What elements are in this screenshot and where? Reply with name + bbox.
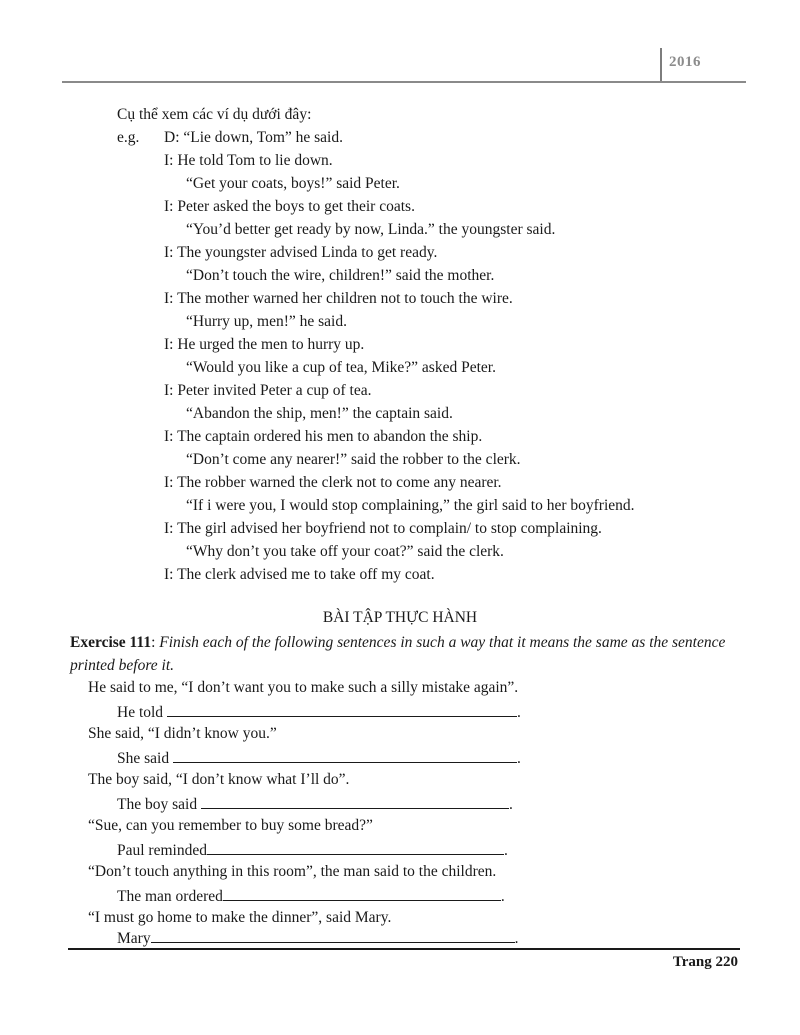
answer-blank[interactable] <box>151 927 515 943</box>
example-line: “If i were you, I would stop complaining,” the girl said to her boyfriend. <box>186 497 635 514</box>
example-line: I: Peter asked the boys to get their coats. <box>164 198 415 215</box>
example-line: “Get your coats, boys!” said Peter. <box>186 175 400 192</box>
answer-end: . <box>516 704 521 721</box>
answer-start: The boy said <box>117 796 201 813</box>
exercise-prompt: The boy said, “I don’t know what I’ll do”. <box>88 771 350 788</box>
answer-start: She said <box>117 750 173 767</box>
example-line: “You’d better get ready by now, Linda.” the youngster said. <box>186 221 556 238</box>
answer-end: . <box>516 750 521 767</box>
answer-blank[interactable] <box>223 885 501 901</box>
exercise-instruction-text: Finish each of the following sentences in such a way that it means the same as the sentence printed before it. <box>70 634 726 674</box>
exercise-instruction <box>70 631 730 677</box>
year-divider <box>660 48 662 82</box>
section-title: BÀI TẬP THỰC HÀNH <box>322 609 478 626</box>
eg-label: e.g. <box>117 129 140 146</box>
page-number: Trang 220 <box>672 954 738 970</box>
exercise-answer-line <box>117 793 513 815</box>
example-line: “Why don’t you take off your coat?” said the clerk. <box>186 543 504 560</box>
example-line: I: The mother warned her children not to touch the wire. <box>164 290 513 307</box>
exercise-answer-line <box>117 747 521 769</box>
answer-blank[interactable] <box>201 793 509 809</box>
answer-blank[interactable] <box>207 839 504 855</box>
exercise-prompt: “Sue, can you remember to buy some bread?” <box>88 817 373 834</box>
exercise-prompt: She said, “I didn’t know you.” <box>88 725 277 742</box>
header-rule <box>62 81 746 83</box>
example-line: I: Peter invited Peter a cup of tea. <box>164 382 372 399</box>
example-line: I: The youngster advised Linda to get ready. <box>164 244 438 261</box>
exercise-answer-line <box>117 927 518 949</box>
answer-start: Mary <box>117 930 151 947</box>
exercise-prompt: He said to me, “I don’t want you to make such a silly mistake again”. <box>88 679 519 696</box>
answer-blank[interactable] <box>173 747 517 763</box>
example-line: I: He urged the men to hurry up. <box>164 336 365 353</box>
header-year: 2016 <box>669 54 701 70</box>
example-line: I: He told Tom to lie down. <box>164 152 333 169</box>
example-line: I: The captain ordered his men to abandon the ship. <box>164 428 483 445</box>
example-line: I: The girl advised her boyfriend not to complain/ to stop complaining. <box>164 520 602 537</box>
answer-start: Paul reminded <box>117 842 207 859</box>
answer-start: The man ordered <box>117 888 223 905</box>
example-line: “Don’t come any nearer!” said the robber to the clerk. <box>186 451 521 468</box>
exercise-answer-line <box>117 701 521 723</box>
exercise-prompt: “I must go home to make the dinner”, said Mary. <box>88 909 392 926</box>
exercise-prompt: “Don’t touch anything in this room”, the man said to the children. <box>88 863 497 880</box>
example-line: “Hurry up, men!” he said. <box>186 313 347 330</box>
example-line: I: The robber warned the clerk not to come any nearer. <box>164 474 502 491</box>
exercise-label: Exercise 111 <box>70 634 152 651</box>
answer-end: . <box>500 888 505 905</box>
example-line: I: The clerk advised me to take off my coat. <box>164 566 435 583</box>
footer-rule <box>68 948 740 950</box>
answer-end: . <box>508 796 513 813</box>
exercise-answer-line <box>117 839 508 861</box>
answer-start: He told <box>117 704 167 721</box>
example-line: “Don’t touch the wire, children!” said the mother. <box>186 267 495 284</box>
example-line: D: “Lie down, Tom” he said. <box>164 129 343 146</box>
example-line: “Abandon the ship, men!” the captain said. <box>186 405 453 422</box>
answer-end: . <box>503 842 508 859</box>
answer-blank[interactable] <box>167 701 517 717</box>
example-line: “Would you like a cup of tea, Mike?” asked Peter. <box>186 359 496 376</box>
exercise-separator: : <box>151 634 160 651</box>
answer-end: . <box>514 930 519 947</box>
exercise-answer-line <box>117 885 505 907</box>
intro-text: Cụ thể xem các ví dụ dưới đây: <box>117 106 312 123</box>
